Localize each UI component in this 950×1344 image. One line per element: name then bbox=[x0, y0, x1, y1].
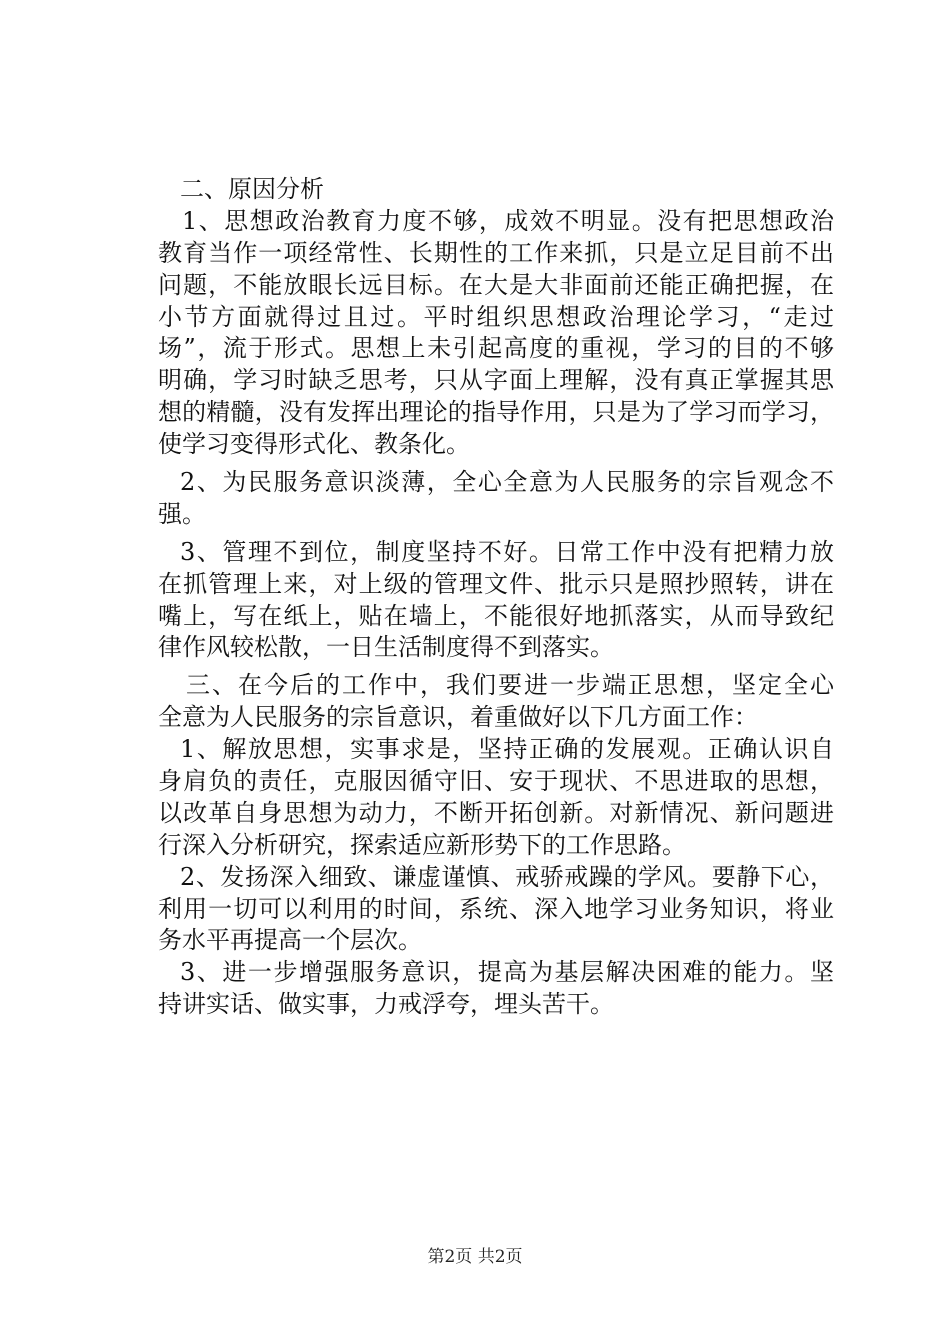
text-line: 三、在今后的工作中，我们要进一步端正思想，坚定全心 bbox=[186, 671, 834, 700]
text-line: 持讲实话、做实事，力戒浮夸，埋头苦干。 bbox=[158, 990, 614, 1019]
paragraph-reason-3 bbox=[158, 537, 834, 665]
paragraph-measure-2 bbox=[158, 862, 834, 958]
text-line: 2、为民服务意识淡薄，全心全意为人民服务的宗旨观念不 bbox=[180, 468, 834, 497]
text-line: 身肩负的责任，克服因循守旧、安于现状、不思进取的思想， bbox=[158, 767, 834, 796]
paragraph-measure-1 bbox=[158, 734, 834, 862]
text-line: 行深入分析研究，探索适应新形势下的工作思路。 bbox=[158, 830, 686, 859]
text-line: 在抓管理上来，对上级的管理文件、批示只是照抄照转，讲在 bbox=[158, 569, 834, 598]
text-line: 二、原因分析 bbox=[180, 175, 324, 203]
text-line: 1、解放思想，实事求是，坚持正确的发展观。正确认识自 bbox=[180, 735, 834, 764]
text-line: 2、发扬深入细致、谦虚谨慎、戒骄戒躁的学风。要静下心， bbox=[180, 862, 834, 891]
text-line: 小节方面就得过且过。平时组织思想政治理论学习，“走过 bbox=[158, 302, 834, 331]
text-line: 问题，不能放眼长远目标。在大是大非面前还能正确把握，在 bbox=[158, 270, 834, 299]
paragraph-reason-2 bbox=[158, 467, 834, 531]
text-line: 利用一切可以利用的时间，系统、深入地学习业务知识，将业 bbox=[158, 894, 834, 923]
text-line: 3、管理不到位，制度坚持不好。日常工作中没有把精力放 bbox=[180, 537, 834, 566]
page-number-footer: 第2页 共2页 bbox=[427, 1247, 523, 1267]
section-heading-future-work bbox=[158, 670, 834, 734]
section-heading-reason-analysis bbox=[158, 174, 834, 206]
text-line: 使学习变得形式化、教条化。 bbox=[158, 430, 470, 459]
text-line: 全意为人民服务的宗旨意识，着重做好以下几方面工作： bbox=[158, 703, 758, 732]
paragraph-reason-1 bbox=[158, 206, 834, 461]
text-line: 明确，学习时缺乏思考，只从字面上理解，没有真正掌握其思 bbox=[158, 366, 834, 395]
text-line: 务水平再提高一个层次。 bbox=[158, 926, 422, 955]
text-line: 1、思想政治教育力度不够，成效不明显。没有把思想政治 bbox=[182, 206, 834, 235]
text-line: 场”，流于形式。思想上未引起高度的重视，学习的目的不够 bbox=[158, 334, 834, 363]
text-line: 强。 bbox=[158, 499, 206, 528]
text-line: 以改革自身思想为动力，不断开拓创新。对新情况、新问题进 bbox=[158, 798, 834, 827]
text-line: 嘴上，写在纸上，贴在墙上，不能很好地抓落实，从而导致纪 bbox=[158, 601, 834, 630]
paragraph-measure-3 bbox=[158, 957, 834, 1021]
document-body bbox=[158, 174, 834, 1021]
text-line: 律作风较松散，一日生活制度得不到落实。 bbox=[158, 633, 614, 662]
text-line: 3、进一步增强服务意识，提高为基层解决困难的能力。坚 bbox=[180, 958, 834, 987]
text-line: 想的精髓，没有发挥出理论的指导作用，只是为了学习而学习， bbox=[158, 398, 834, 427]
text-line: 教育当作一项经常性、长期性的工作来抓，只是立足目前不出 bbox=[158, 238, 834, 267]
